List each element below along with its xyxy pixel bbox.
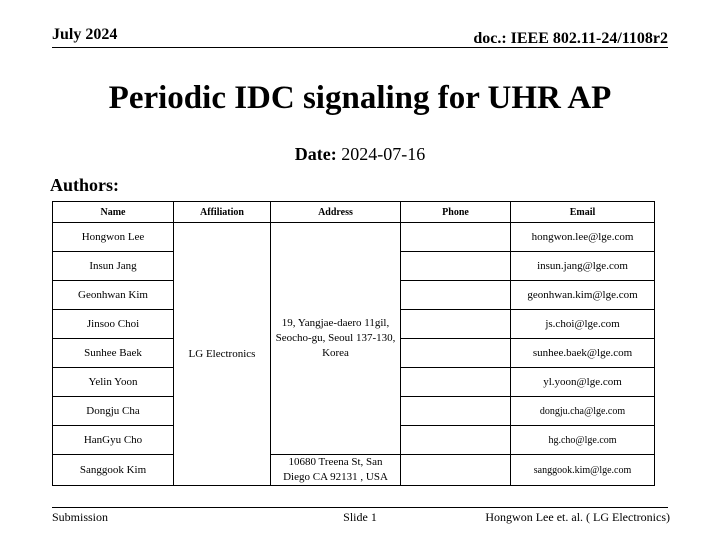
footer-authors: Hongwon Lee et. al. ( LG Electronics) <box>485 510 670 524</box>
phone-cell <box>401 455 511 486</box>
author-name: Jinsoo Choi <box>53 310 174 339</box>
phone-cell <box>401 339 511 368</box>
date-line <box>0 144 720 165</box>
author-name: Sanggook Kim <box>53 455 174 486</box>
phone-cell <box>401 252 511 281</box>
phone-cell <box>401 281 511 310</box>
author-email: insun.jang@lge.com <box>511 252 655 281</box>
header-phone: Phone <box>401 202 511 223</box>
author-email: js.choi@lge.com <box>511 310 655 339</box>
header-doc-id: doc.: IEEE 802.11-24/1108r2 <box>473 30 668 47</box>
table-row <box>53 223 655 252</box>
table-row <box>53 455 655 486</box>
author-name: Yelin Yoon <box>53 368 174 397</box>
header-date: July 2024 <box>52 26 118 43</box>
phone-cell <box>401 397 511 426</box>
footer-divider <box>52 507 668 508</box>
phone-cell <box>401 426 511 455</box>
author-email: geonhwan.kim@lge.com <box>511 281 655 310</box>
slide-title: Periodic IDC signaling for UHR AP <box>108 80 612 116</box>
address-cell: 19, Yangjae-daero 11gil, Seocho-gu, Seoul 137-130, Korea <box>271 223 401 455</box>
authors-table <box>52 201 655 486</box>
footer-slide-number: Slide 1 <box>343 510 377 524</box>
affiliation-cell: LG Electronics <box>174 223 271 486</box>
header-divider <box>52 47 668 48</box>
phone-cell <box>401 310 511 339</box>
phone-cell <box>401 223 511 252</box>
author-email: yl.yoon@lge.com <box>511 368 655 397</box>
table-header-row <box>53 202 655 223</box>
author-email: sanggook.kim@lge.com <box>511 455 655 486</box>
address-cell-us: 10680 Treena St, San Diego CA 92131 , USA <box>271 455 401 486</box>
footer-submission: Submission <box>52 510 109 524</box>
phone-cell <box>401 368 511 397</box>
author-name: Hongwon Lee <box>53 223 174 252</box>
author-email: hongwon.lee@lge.com <box>511 223 655 252</box>
authors-label: Authors: <box>50 175 120 195</box>
date-value: 2024-07-16 <box>341 144 426 164</box>
header-affiliation: Affiliation <box>174 202 271 223</box>
header-name: Name <box>53 202 174 223</box>
author-email: hg.cho@lge.com <box>511 426 655 455</box>
header-email: Email <box>511 202 655 223</box>
author-name: HanGyu Cho <box>53 426 174 455</box>
header-address: Address <box>271 202 401 223</box>
author-name: Dongju Cha <box>53 397 174 426</box>
author-name: Insun Jang <box>53 252 174 281</box>
date-label: Date: <box>294 144 337 164</box>
author-name: Geonhwan Kim <box>53 281 174 310</box>
author-email: dongju.cha@lge.com <box>511 397 655 426</box>
author-name: Sunhee Baek <box>53 339 174 368</box>
author-email: sunhee.baek@lge.com <box>511 339 655 368</box>
